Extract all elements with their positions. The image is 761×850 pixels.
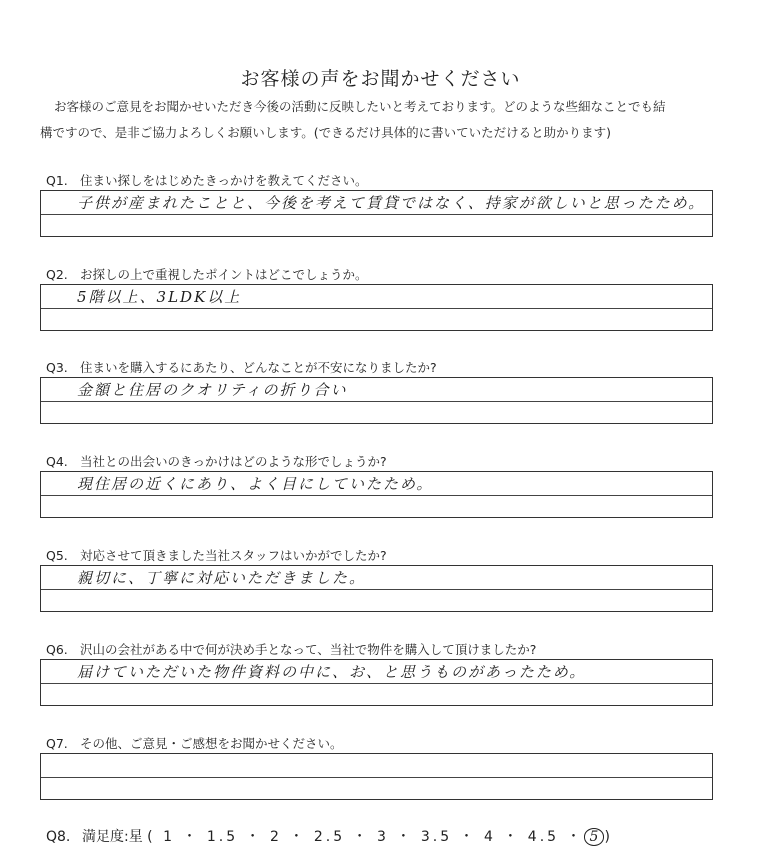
question-number: Q4.: [46, 454, 68, 469]
question-number: Q1.: [46, 173, 68, 188]
answer-box-7[interactable]: [40, 753, 713, 800]
question-6: [46, 640, 736, 658]
question-3: [46, 358, 736, 376]
handwritten-answer: 子供が産まれたことと、今後を考えて賃貸ではなく、持家が欲しいと思ったため。: [77, 194, 706, 212]
ruled-line: [41, 683, 712, 684]
rating-label: 満足度:星: [82, 829, 143, 845]
question-5: [46, 546, 736, 564]
question-text: 住まいを購入するにあたり、どんなことが不安になりましたか?: [80, 360, 437, 375]
answer-box-2[interactable]: [40, 284, 713, 331]
answer-box-5[interactable]: [40, 565, 713, 612]
handwritten-answer: 届けていただいた物件資料の中に、お、と思うものがあったため。: [77, 663, 587, 681]
rating-close: ): [604, 829, 610, 845]
question-text: 沢山の会社がある中で何が決め手となって、当社で物件を購入して頂けましたか?: [80, 642, 537, 657]
question-text: 当社との出会いのきっかけはどのような形でしょうか?: [80, 454, 387, 469]
ruled-line: [41, 589, 712, 590]
ruled-line: [41, 401, 712, 402]
answer-box-6[interactable]: [40, 659, 713, 706]
question-number: Q7.: [46, 736, 68, 751]
question-text: その他、ご意見・ご感想をお聞かせください。: [80, 736, 343, 751]
ruled-line: [41, 777, 712, 778]
question-text: 住まい探しをはじめたきっかけを教えてください。: [80, 173, 368, 188]
question-1: [46, 171, 736, 189]
intro-line-1: お客様のご意見をお聞かせいただき今後の活動に反映したいと考えております。どのような些細なことでも結: [54, 99, 666, 114]
question-text: お探しの上で重視したポイントはどこでしょうか。: [80, 267, 368, 282]
handwritten-answer: 5階以上、3LDK以上: [77, 288, 242, 306]
question-number: Q2.: [46, 267, 68, 282]
question-number: Q8.: [46, 829, 71, 845]
question-7: [46, 734, 736, 752]
handwritten-answer: 現住居の近くにあり、よく目にしていたため。: [77, 475, 434, 493]
ruled-line: [41, 495, 712, 496]
satisfaction-rating: [46, 826, 610, 846]
page-title: お客様の声をお聞かせください: [240, 68, 521, 90]
ruled-line: [41, 214, 712, 215]
answer-box-1[interactable]: [40, 190, 713, 237]
question-text: 対応させて頂きました当社スタッフはいかがでしたか?: [80, 548, 387, 563]
question-4: [46, 452, 736, 470]
answer-box-3[interactable]: [40, 377, 713, 424]
question-number: Q6.: [46, 642, 68, 657]
selected-rating[interactable]: 5: [584, 828, 605, 846]
question-number: Q3.: [46, 360, 68, 375]
ruled-line: [41, 308, 712, 309]
handwritten-answer: 金額と住居のクオリティの折り合い: [77, 381, 348, 399]
handwritten-answer: 親切に、丁寧に対応いただきました。: [77, 569, 367, 587]
answer-box-4[interactable]: [40, 471, 713, 518]
question-2: [46, 265, 736, 283]
rating-options: ( 1 ・ 1.5 ・ 2 ・ 2.5 ・ 3 ・ 3.5 ・ 4 ・ 4.5 ・: [147, 829, 584, 845]
intro-line-2: 構ですので、是非ご協力よろしくお願いします。(できるだけ具体的に書いていただけると助かります): [40, 125, 612, 140]
question-number: Q5.: [46, 548, 68, 563]
